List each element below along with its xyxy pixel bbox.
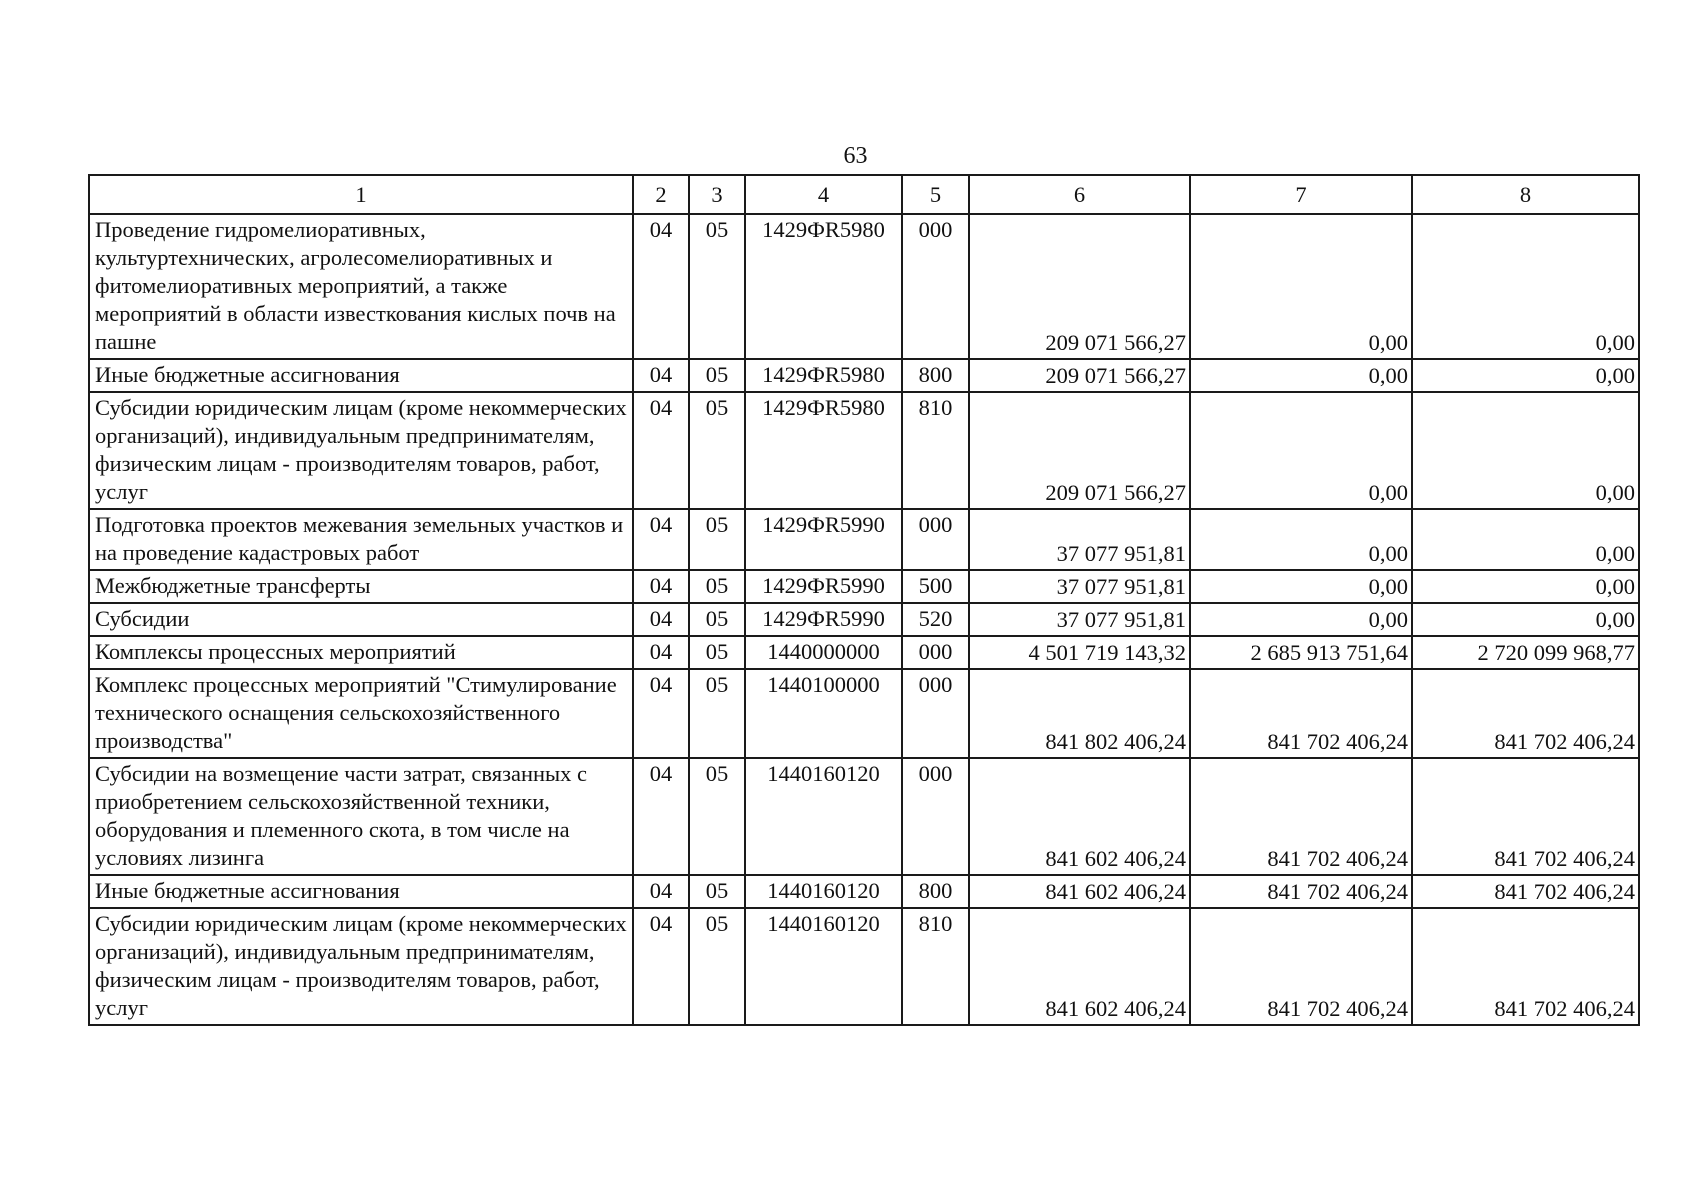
table-row: [89, 509, 1639, 570]
amount-year3-cell: 841 702 406,24: [1412, 875, 1639, 908]
row-name-cell: Иные бюджетные ассигнования: [89, 359, 633, 392]
header-row: [89, 175, 1639, 214]
target-article-cell: 1429ФR5990: [745, 570, 902, 603]
target-article-cell: 1429ФR5990: [745, 603, 902, 636]
subsection-code-cell: 05: [689, 570, 745, 603]
target-article-cell: 1429ФR5980: [745, 359, 902, 392]
expense-type-cell: 000: [902, 669, 969, 758]
amount-year1-cell: 4 501 719 143,32: [969, 636, 1190, 669]
section-code-cell: 04: [633, 758, 689, 875]
section-code-cell: 04: [633, 636, 689, 669]
amount-year3-cell: 0,00: [1412, 570, 1639, 603]
row-name-cell: Проведение гидромелиоративных, культуртехнических, агролесомелиоративных и фитомелиоративных мероприятий, а также мероприятий в области известкования кислых почв на пашне: [89, 214, 633, 359]
amount-year3-cell: 841 702 406,24: [1412, 669, 1639, 758]
column-header: 1: [89, 175, 633, 214]
amount-year2-cell: 841 702 406,24: [1190, 908, 1412, 1025]
table-row: [89, 359, 1639, 392]
column-header: 4: [745, 175, 902, 214]
amount-year1-cell: 209 071 566,27: [969, 359, 1190, 392]
amount-year1-cell: 209 071 566,27: [969, 214, 1190, 359]
amount-year2-cell: 0,00: [1190, 392, 1412, 509]
subsection-code-cell: 05: [689, 359, 745, 392]
amount-year1-cell: 841 802 406,24: [969, 669, 1190, 758]
row-name-cell: Межбюджетные трансферты: [89, 570, 633, 603]
table-row: [89, 758, 1639, 875]
table-row: [89, 392, 1639, 509]
amount-year1-cell: 841 602 406,24: [969, 908, 1190, 1025]
section-code-cell: 04: [633, 359, 689, 392]
expense-type-cell: 800: [902, 875, 969, 908]
table-row: [89, 908, 1639, 1025]
amount-year3-cell: 841 702 406,24: [1412, 758, 1639, 875]
section-code-cell: 04: [633, 570, 689, 603]
table-row: [89, 603, 1639, 636]
section-code-cell: 04: [633, 392, 689, 509]
section-code-cell: 04: [633, 669, 689, 758]
expense-type-cell: 000: [902, 214, 969, 359]
amount-year3-cell: 0,00: [1412, 392, 1639, 509]
subsection-code-cell: 05: [689, 214, 745, 359]
section-code-cell: 04: [633, 603, 689, 636]
subsection-code-cell: 05: [689, 758, 745, 875]
column-header: 5: [902, 175, 969, 214]
subsection-code-cell: 05: [689, 636, 745, 669]
subsection-code-cell: 05: [689, 908, 745, 1025]
target-article-cell: 1429ФR5990: [745, 509, 902, 570]
row-name-cell: Подготовка проектов межевания земельных участков и на проведение кадастровых работ: [89, 509, 633, 570]
table-row: [89, 669, 1639, 758]
expense-type-cell: 800: [902, 359, 969, 392]
column-header: 8: [1412, 175, 1639, 214]
amount-year1-cell: 209 071 566,27: [969, 392, 1190, 509]
amount-year3-cell: 0,00: [1412, 603, 1639, 636]
expense-type-cell: 000: [902, 636, 969, 669]
section-code-cell: 04: [633, 875, 689, 908]
amount-year2-cell: 0,00: [1190, 603, 1412, 636]
expense-type-cell: 520: [902, 603, 969, 636]
column-header: 2: [633, 175, 689, 214]
row-name-cell: Субсидии юридическим лицам (кроме некоммерческих организаций), индивидуальным предпринимателям, физическим лицам - производителям товаров, работ, услуг: [89, 908, 633, 1025]
subsection-code-cell: 05: [689, 669, 745, 758]
amount-year1-cell: 841 602 406,24: [969, 758, 1190, 875]
row-name-cell: Субсидии юридическим лицам (кроме некоммерческих организаций), индивидуальным предпринимателям, физическим лицам - производителям товаров, работ, услуг: [89, 392, 633, 509]
amount-year2-cell: 2 685 913 751,64: [1190, 636, 1412, 669]
amount-year2-cell: 0,00: [1190, 509, 1412, 570]
target-article-cell: 1440160120: [745, 908, 902, 1025]
expense-type-cell: 810: [902, 908, 969, 1025]
expense-type-cell: 000: [902, 758, 969, 875]
row-name-cell: Субсидии на возмещение части затрат, связанных с приобретением сельскохозяйственной техники, оборудования и племенного скота, в том числе на условиях лизинга: [89, 758, 633, 875]
amount-year3-cell: 0,00: [1412, 359, 1639, 392]
table-row: [89, 875, 1639, 908]
column-header: 3: [689, 175, 745, 214]
amount-year2-cell: 841 702 406,24: [1190, 758, 1412, 875]
page-number: 63: [843, 143, 868, 169]
target-article-cell: 1440160120: [745, 758, 902, 875]
amount-year1-cell: 37 077 951,81: [969, 509, 1190, 570]
table-row: [89, 636, 1639, 669]
amount-year1-cell: 841 602 406,24: [969, 875, 1190, 908]
column-header: 7: [1190, 175, 1412, 214]
target-article-cell: 1429ФR5980: [745, 392, 902, 509]
amount-year3-cell: 2 720 099 968,77: [1412, 636, 1639, 669]
expense-type-cell: 500: [902, 570, 969, 603]
column-header: 6: [969, 175, 1190, 214]
target-article-cell: 1429ФR5980: [745, 214, 902, 359]
target-article-cell: 1440000000: [745, 636, 902, 669]
section-code-cell: 04: [633, 908, 689, 1025]
budget-table: [88, 174, 1640, 1026]
expense-type-cell: 000: [902, 509, 969, 570]
amount-year3-cell: 841 702 406,24: [1412, 908, 1639, 1025]
amount-year2-cell: 0,00: [1190, 214, 1412, 359]
subsection-code-cell: 05: [689, 509, 745, 570]
amount-year2-cell: 0,00: [1190, 359, 1412, 392]
table-row: [89, 570, 1639, 603]
section-code-cell: 04: [633, 509, 689, 570]
amount-year1-cell: 37 077 951,81: [969, 603, 1190, 636]
row-name-cell: Субсидии: [89, 603, 633, 636]
amount-year3-cell: 0,00: [1412, 509, 1639, 570]
subsection-code-cell: 05: [689, 875, 745, 908]
section-code-cell: 04: [633, 214, 689, 359]
row-name-cell: Комплексы процессных мероприятий: [89, 636, 633, 669]
amount-year2-cell: 841 702 406,24: [1190, 875, 1412, 908]
row-name-cell: Иные бюджетные ассигнования: [89, 875, 633, 908]
amount-year1-cell: 37 077 951,81: [969, 570, 1190, 603]
subsection-code-cell: 05: [689, 392, 745, 509]
amount-year2-cell: 0,00: [1190, 570, 1412, 603]
target-article-cell: 1440100000: [745, 669, 902, 758]
target-article-cell: 1440160120: [745, 875, 902, 908]
amount-year3-cell: 0,00: [1412, 214, 1639, 359]
amount-year2-cell: 841 702 406,24: [1190, 669, 1412, 758]
row-name-cell: Комплекс процессных мероприятий "Стимулирование технического оснащения сельскохозяйственного производства": [89, 669, 633, 758]
expense-type-cell: 810: [902, 392, 969, 509]
table-row: [89, 214, 1639, 359]
subsection-code-cell: 05: [689, 603, 745, 636]
